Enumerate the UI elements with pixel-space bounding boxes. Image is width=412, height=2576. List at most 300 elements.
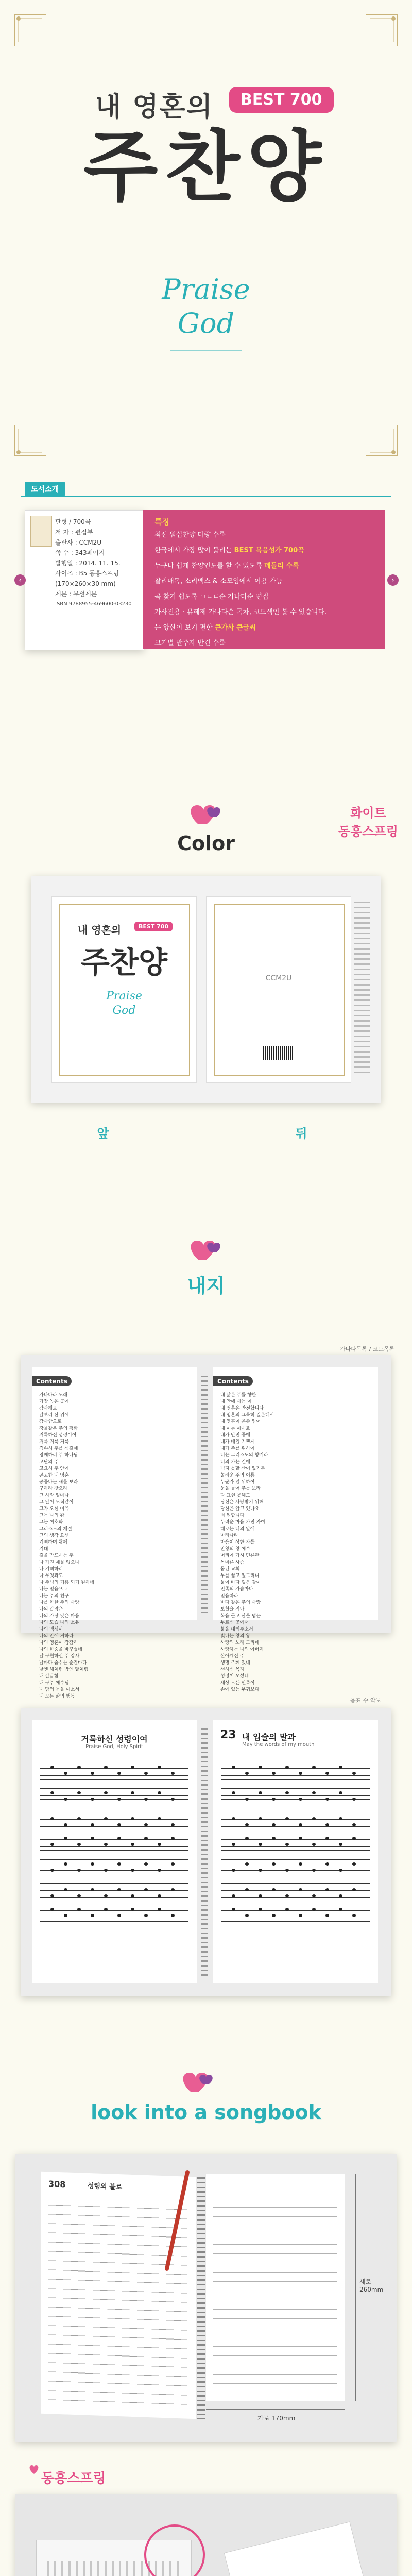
toc-row: 당신은 알고 있나요	[220, 1506, 260, 1512]
music-note	[77, 1908, 81, 1911]
music-note	[131, 1869, 134, 1872]
music-staff	[221, 1883, 370, 1903]
mini-book-title	[234, 2562, 366, 2576]
toc-row: 나 가진 재물 없으나	[39, 1560, 80, 1565]
toc-row: 내가 만민 중에	[220, 1433, 250, 1438]
music-note	[259, 1894, 262, 1897]
music-note	[312, 1791, 316, 1794]
music-note	[144, 1823, 148, 1826]
music-note	[285, 1817, 289, 1820]
dimension-line-vertical	[355, 2174, 356, 2401]
toc-row: 사랑하는 나의 아버지	[220, 1647, 264, 1652]
music-note	[285, 1843, 289, 1846]
dimension-height: 세로 260mm	[359, 2278, 384, 2293]
hero-divider	[170, 350, 242, 351]
photo-page-title: 성령의 불로	[88, 2182, 123, 2192]
toc-row: 곤고한 내 영혼	[39, 1473, 69, 1478]
music-note	[104, 1869, 108, 1872]
music-note	[91, 1823, 94, 1826]
info-row: 판형 / 700곡	[55, 518, 91, 526]
music-note	[131, 1817, 134, 1820]
toc-row: 내 구주 예수님	[39, 1681, 69, 1686]
music-note	[245, 1837, 249, 1840]
front-cover-main-title: 주찬양	[80, 945, 168, 980]
music-note	[272, 1772, 276, 1775]
toc-row: 공중나는 새를 보라	[39, 1480, 78, 1485]
music-staff	[221, 1812, 370, 1832]
music-note	[144, 1862, 148, 1866]
features-title: 특징	[154, 517, 169, 527]
toc-row: 선하신 목자	[220, 1667, 245, 1672]
zoom-circle	[144, 2524, 205, 2576]
music-staff	[40, 1883, 188, 1903]
hymn-right-subtitle: May the words of my mouth	[242, 1742, 315, 1748]
toc-row: 민족의 가슴마다	[220, 1587, 253, 1592]
toc-row: 그 날이 도적같이	[39, 1500, 74, 1505]
hymn-page-right	[213, 1720, 378, 1983]
music-note	[104, 1766, 108, 1769]
toc-row: 부르신 곳에서	[220, 1620, 249, 1625]
front-cover-title-top: 내 영혼의	[78, 924, 122, 936]
toc-row: 만왕의 왕 예수	[220, 1547, 250, 1552]
hero-script-god: God	[177, 307, 235, 340]
toc-row: 목마른 사슴	[220, 1560, 245, 1565]
music-staff	[40, 1788, 188, 1808]
music-note	[131, 1791, 134, 1794]
music-note	[299, 1823, 302, 1826]
music-note	[158, 1869, 161, 1872]
music-note	[104, 1843, 108, 1846]
toc-row: 나의 백성이	[39, 1627, 63, 1632]
toc-row: 다 표현 못해도	[220, 1493, 250, 1498]
color-side-note	[337, 804, 399, 841]
music-note	[339, 1817, 342, 1820]
heart-icon	[28, 2464, 40, 2475]
music-note	[352, 1888, 356, 1891]
music-note	[171, 1862, 175, 1866]
music-note	[352, 1862, 356, 1866]
toc-row: 나의 갈망은	[39, 1607, 63, 1612]
music-staff	[40, 1859, 188, 1879]
music-note	[117, 1914, 121, 1917]
toc-row: 누군가 널 위하여	[220, 1480, 255, 1485]
toc-row: 머리에 가시 면류관	[220, 1553, 260, 1558]
features-list	[154, 528, 381, 651]
music-note	[144, 1837, 148, 1840]
music-note	[232, 1908, 235, 1911]
heart-icon	[188, 801, 224, 827]
spiral-binding	[201, 1728, 208, 1976]
music-note	[245, 1862, 249, 1866]
toc-row: 나 기뻐하리	[39, 1567, 63, 1572]
toc-row: 나의 안에 거하라	[39, 1634, 74, 1639]
toc-row: 몸된 교회	[220, 1567, 240, 1572]
toc-row: 내가 매일 기쁘게	[220, 1439, 255, 1445]
toc-row: 바다 같은 주의 사랑	[220, 1600, 261, 1605]
music-note	[171, 1823, 175, 1826]
music-note	[158, 1817, 161, 1820]
hero-script-praise: Praise	[162, 273, 250, 306]
music-note	[352, 1837, 356, 1840]
toc-row: 나는 주의 친구	[39, 1594, 69, 1599]
music-note	[171, 1888, 175, 1891]
toc-row: 거룩하신 성령이여	[39, 1433, 77, 1438]
next-arrow-button[interactable]: ›	[387, 574, 399, 586]
dimension-width: 가로 170mm	[258, 2415, 296, 2422]
front-cover	[52, 896, 197, 1083]
book-info-card	[25, 510, 144, 650]
music-note	[158, 1908, 161, 1911]
music-note	[352, 1798, 356, 1801]
music-note	[272, 1888, 276, 1891]
toc-row: 생명 주께 있네	[220, 1660, 250, 1666]
toc-row: 무릎 꿇고 엎드리니	[220, 1573, 260, 1579]
music-note	[245, 1798, 249, 1801]
music-note	[77, 1791, 81, 1794]
songbook-photo	[15, 2154, 397, 2442]
music-note	[91, 1862, 94, 1866]
dimension-line-horizontal	[206, 2409, 345, 2410]
music-note	[50, 1894, 54, 1897]
music-note	[131, 1766, 134, 1769]
music-note	[299, 1772, 302, 1775]
hymn-right-score	[221, 1760, 370, 1930]
back-cover-logo: CCM2U	[265, 974, 292, 982]
toc-row: 세상 모든 민족이	[220, 1681, 255, 1686]
music-note	[285, 1894, 289, 1897]
toc-row: 가장 높은 곳에	[39, 1399, 69, 1404]
inner-section-title: 내지	[187, 1275, 225, 1297]
music-note	[352, 1914, 356, 1917]
info-row: (170×260×30 mm)	[55, 580, 116, 587]
toc-row: 나 무엇과도	[39, 1573, 63, 1579]
toc-row: 기뻐하며 왕께	[39, 1540, 68, 1545]
music-note	[312, 1869, 316, 1872]
music-note	[312, 1908, 316, 1911]
music-staff	[221, 1765, 370, 1784]
music-note	[285, 1791, 289, 1794]
toc-row: 내 모든 삶의 행동	[39, 1694, 75, 1699]
music-note	[117, 1798, 121, 1801]
spring-title: 동흥스프링	[41, 2471, 106, 2486]
spiral-binding	[201, 1376, 208, 1613]
music-note	[158, 1843, 161, 1846]
music-note	[272, 1823, 276, 1826]
toc-list-left	[39, 1392, 188, 1700]
toc-row: 고난의 주	[39, 1460, 59, 1465]
music-note	[91, 1837, 94, 1840]
music-note	[50, 1908, 54, 1911]
music-note	[171, 1798, 175, 1801]
color-section-title: Color	[177, 832, 235, 855]
music-note	[259, 1869, 262, 1872]
hymn-left-subtitle: Praise God, Holy Spirit	[85, 1744, 143, 1750]
music-note	[325, 1837, 329, 1840]
toc-row: 빛나는 왕의 왕	[220, 1634, 250, 1639]
mini-book	[224, 2521, 390, 2576]
music-note	[272, 1798, 276, 1801]
music-note	[50, 1869, 54, 1872]
music-note	[325, 1772, 329, 1775]
prev-arrow-button[interactable]: ‹	[14, 574, 26, 586]
music-note	[339, 1766, 342, 1769]
toc-row: 내 안에 사는 이	[220, 1399, 252, 1404]
music-note	[325, 1798, 329, 1801]
music-note	[339, 1791, 342, 1794]
best-700-badge: BEST 700	[229, 87, 334, 113]
toc-row: 내 맘의 눈을 여소서	[39, 1687, 80, 1692]
toc-row: 거룩 거룩 거룩	[39, 1439, 69, 1445]
toc-row: 나의 모습 나의 소유	[39, 1620, 80, 1625]
toc-row: 물이 바다 덮음 같이	[220, 1580, 261, 1585]
toc-list-right	[220, 1392, 370, 1693]
page-note: 음표 수 악보	[350, 1697, 382, 1704]
toc-row: 두려운 마음 가진 자여	[220, 1520, 265, 1525]
music-note	[91, 1798, 94, 1801]
toc-row: 너의 가는 길에	[220, 1460, 250, 1465]
music-note	[117, 1772, 121, 1775]
toc-note: 가나다목록 / 코드목록	[340, 1346, 395, 1352]
music-note	[245, 1772, 249, 1775]
hymn-page-left	[32, 1720, 197, 1983]
corner-ornament-bottom-left	[12, 422, 48, 459]
music-note	[171, 1914, 175, 1917]
music-note	[299, 1862, 302, 1866]
music-note	[158, 1766, 161, 1769]
toc-row: 강물같은 주의 평화	[39, 1426, 78, 1431]
music-note	[312, 1843, 316, 1846]
toc-row: 놀라운 주의 이름	[220, 1473, 255, 1478]
front-cover-praise: Praise	[106, 990, 142, 1003]
music-note	[171, 1772, 175, 1775]
toc-row: 날 구원하신 주 감사	[39, 1654, 80, 1659]
book-info-tab: 도서소개	[25, 482, 65, 496]
corner-ornament-top-right	[364, 12, 400, 48]
spiral-binding	[197, 2177, 205, 2419]
photo-score-lines	[213, 2200, 337, 2391]
music-note	[339, 1843, 342, 1846]
music-note	[245, 1914, 249, 1917]
music-staff	[221, 1836, 370, 1855]
toc-row: 나의 가장 낮은 마음	[39, 1614, 80, 1619]
toc-row: 내가 주를 위하여	[220, 1446, 255, 1451]
look-section-title: look into a songbook	[91, 2101, 321, 2124]
music-note	[312, 1894, 316, 1897]
toc-page-left	[32, 1367, 197, 1699]
music-note	[117, 1837, 121, 1840]
spiral-binding	[354, 902, 370, 1077]
music-note	[325, 1862, 329, 1866]
toc-row: 사랑의 노래 드리네	[220, 1640, 260, 1646]
info-row: ISBN 9788955-469600-03230	[55, 601, 132, 607]
toc-row: 가나다라 노래	[39, 1393, 68, 1398]
music-note	[50, 1766, 54, 1769]
music-note	[144, 1772, 148, 1775]
toc-row: 그 사랑 얼마나	[39, 1493, 69, 1498]
hero-main-title: 주찬양	[83, 123, 329, 212]
toc-spread-photo	[21, 1355, 391, 1699]
toc-row: 경배하리 주 하나님	[39, 1453, 78, 1458]
music-note	[339, 1894, 342, 1897]
toc-row: 나의 한숨을 바꾸셨네	[39, 1647, 82, 1652]
feature-item: 한국에서 가장 많이 불리는 BEST 복음성가 700곡	[154, 547, 304, 554]
feature-item: 가사전용 · 뮤페제 가나다순 목차, 코드색인 볼 수 있습니다.	[154, 608, 327, 616]
music-note	[77, 1766, 81, 1769]
music-note	[285, 1908, 289, 1911]
back-label: 뒤	[295, 1126, 307, 1141]
music-note	[50, 1843, 54, 1846]
music-note	[285, 1869, 289, 1872]
hymn-right-title: 내 입술의 말과	[242, 1732, 296, 1742]
front-cover-badge: BEST 700	[134, 922, 173, 931]
toc-row: 기대	[39, 1547, 48, 1552]
music-note	[104, 1894, 108, 1897]
music-note	[232, 1791, 235, 1794]
toc-row: 당신은 사랑받기 위해	[220, 1500, 264, 1505]
side-note-line1: 화이트	[350, 806, 386, 820]
toc-row: 감사해요	[39, 1406, 57, 1411]
feature-item: 크기별 반주자 반견 수록	[154, 639, 226, 647]
music-note	[259, 1843, 262, 1846]
music-note	[232, 1894, 235, 1897]
book-info-rows	[55, 517, 140, 609]
hymn-spread-photo	[21, 1708, 391, 1996]
music-staff	[40, 1907, 188, 1926]
toc-row: 내 이름 아시죠	[220, 1426, 250, 1431]
toc-row: 그는 여호와	[39, 1520, 63, 1525]
toc-row: 겸손히 주를 섬길때	[39, 1446, 78, 1451]
music-note	[77, 1843, 81, 1846]
music-note	[104, 1791, 108, 1794]
toc-row: 그가 오신 이유	[39, 1506, 69, 1512]
toc-row: 때로는 너의 앞에	[220, 1527, 255, 1532]
toc-row: 갈보리 산 위에	[39, 1413, 69, 1418]
music-note	[325, 1823, 329, 1826]
music-note	[117, 1862, 121, 1866]
toc-row: 복음 들고 산을 넘는	[220, 1614, 261, 1619]
toc-row: 마라나타	[220, 1533, 238, 1538]
music-note	[117, 1888, 121, 1891]
info-row: 출판사 : CCM2U	[55, 539, 101, 546]
music-note	[50, 1817, 54, 1820]
toc-row: 내 영혼은 안전합니다	[220, 1406, 264, 1411]
toc-row: 성령이 오셨네	[220, 1674, 249, 1679]
music-staff	[40, 1812, 188, 1832]
features-panel	[143, 510, 385, 649]
music-note	[312, 1766, 316, 1769]
music-note	[352, 1772, 356, 1775]
info-row: 저 자 : 편집부	[55, 529, 93, 536]
feature-item: 곡 찾기 쉽도록 ㄱㄴㄷ순 가나다순 편집	[154, 593, 269, 601]
info-row: 쪽 수 : 343페이지	[55, 549, 105, 556]
music-note	[232, 1869, 235, 1872]
spring-photo	[15, 2494, 397, 2576]
music-note	[144, 1888, 148, 1891]
toc-row: 나는 믿음으로	[39, 1587, 68, 1592]
music-note	[325, 1914, 329, 1917]
music-staff	[40, 1836, 188, 1855]
music-note	[272, 1862, 276, 1866]
music-note	[144, 1914, 148, 1917]
music-note	[325, 1888, 329, 1891]
toc-row: 살아계신 주	[220, 1654, 245, 1659]
toc-row: 너는 그리스도의 향기라	[220, 1453, 268, 1458]
toc-header-left: Contents	[32, 1376, 72, 1386]
music-note	[299, 1914, 302, 1917]
info-row: 발행일 : 2014. 11. 15.	[55, 560, 121, 567]
music-note	[64, 1862, 67, 1866]
music-note	[77, 1869, 81, 1872]
music-note	[232, 1843, 235, 1846]
music-note	[299, 1798, 302, 1801]
music-note	[77, 1894, 81, 1897]
music-note	[272, 1837, 276, 1840]
music-note	[339, 1908, 342, 1911]
music-note	[91, 1772, 94, 1775]
toc-row: 나의 영혼이 잠잠히	[39, 1640, 78, 1646]
music-note	[144, 1798, 148, 1801]
music-note	[352, 1823, 356, 1826]
music-note	[339, 1869, 342, 1872]
info-row: 사이즈 : B5 동흥스프링	[55, 570, 119, 577]
feature-item: 는 양산이 보기 편한 큰가사 큰글씨	[154, 624, 256, 632]
toc-row: 내 갈급함	[39, 1674, 59, 1679]
toc-row: 보혈을 지나	[220, 1607, 245, 1612]
toc-row: 마음이 상한 자를	[220, 1540, 255, 1545]
music-note	[245, 1823, 249, 1826]
toc-row: 고요히 주 안에	[39, 1466, 69, 1471]
toc-row: 불을 내려주소서	[220, 1627, 253, 1632]
toc-row: 감사함으로	[39, 1419, 62, 1425]
toc-row: 그리스도의 계절	[39, 1527, 72, 1532]
music-note	[171, 1837, 175, 1840]
music-note	[104, 1817, 108, 1820]
book-thumbnail	[30, 516, 52, 547]
music-note	[91, 1888, 94, 1891]
music-staff	[221, 1788, 370, 1808]
music-staff	[221, 1859, 370, 1879]
heart-icon	[180, 2069, 216, 2094]
feature-item: 누구나 쉽게 찬양인도를 할 수 있도록 메들리 수록	[154, 562, 299, 570]
toc-row: 내 삶은 주를 향한	[220, 1393, 256, 1398]
music-note	[64, 1772, 67, 1775]
toc-row: 내 영혼의 그윽히 깊은데서	[220, 1413, 274, 1418]
photo-left-page	[41, 2172, 196, 2419]
photo-right-page	[206, 2174, 345, 2401]
toc-row: 믿음따라	[220, 1594, 238, 1599]
side-note-line2: 동흥스프링	[338, 824, 398, 839]
music-staff	[40, 1765, 188, 1784]
hymn-left-score	[40, 1760, 188, 1930]
music-note	[131, 1908, 134, 1911]
music-note	[64, 1837, 67, 1840]
music-note	[232, 1817, 235, 1820]
hero-title-top: 내 영혼의	[95, 92, 214, 123]
music-note	[50, 1791, 54, 1794]
corner-ornament-bottom-right	[364, 422, 400, 459]
music-note	[64, 1914, 67, 1917]
music-note	[259, 1908, 262, 1911]
music-note	[91, 1914, 94, 1917]
toc-row: 나를 향한 주의 사랑	[39, 1600, 80, 1605]
music-note	[117, 1823, 121, 1826]
toc-row: 내 영혼이 은총 입어	[220, 1419, 261, 1425]
toc-header-right: Contents	[213, 1376, 253, 1386]
music-note	[158, 1894, 161, 1897]
music-note	[131, 1894, 134, 1897]
music-note	[312, 1817, 316, 1820]
music-note	[245, 1888, 249, 1891]
